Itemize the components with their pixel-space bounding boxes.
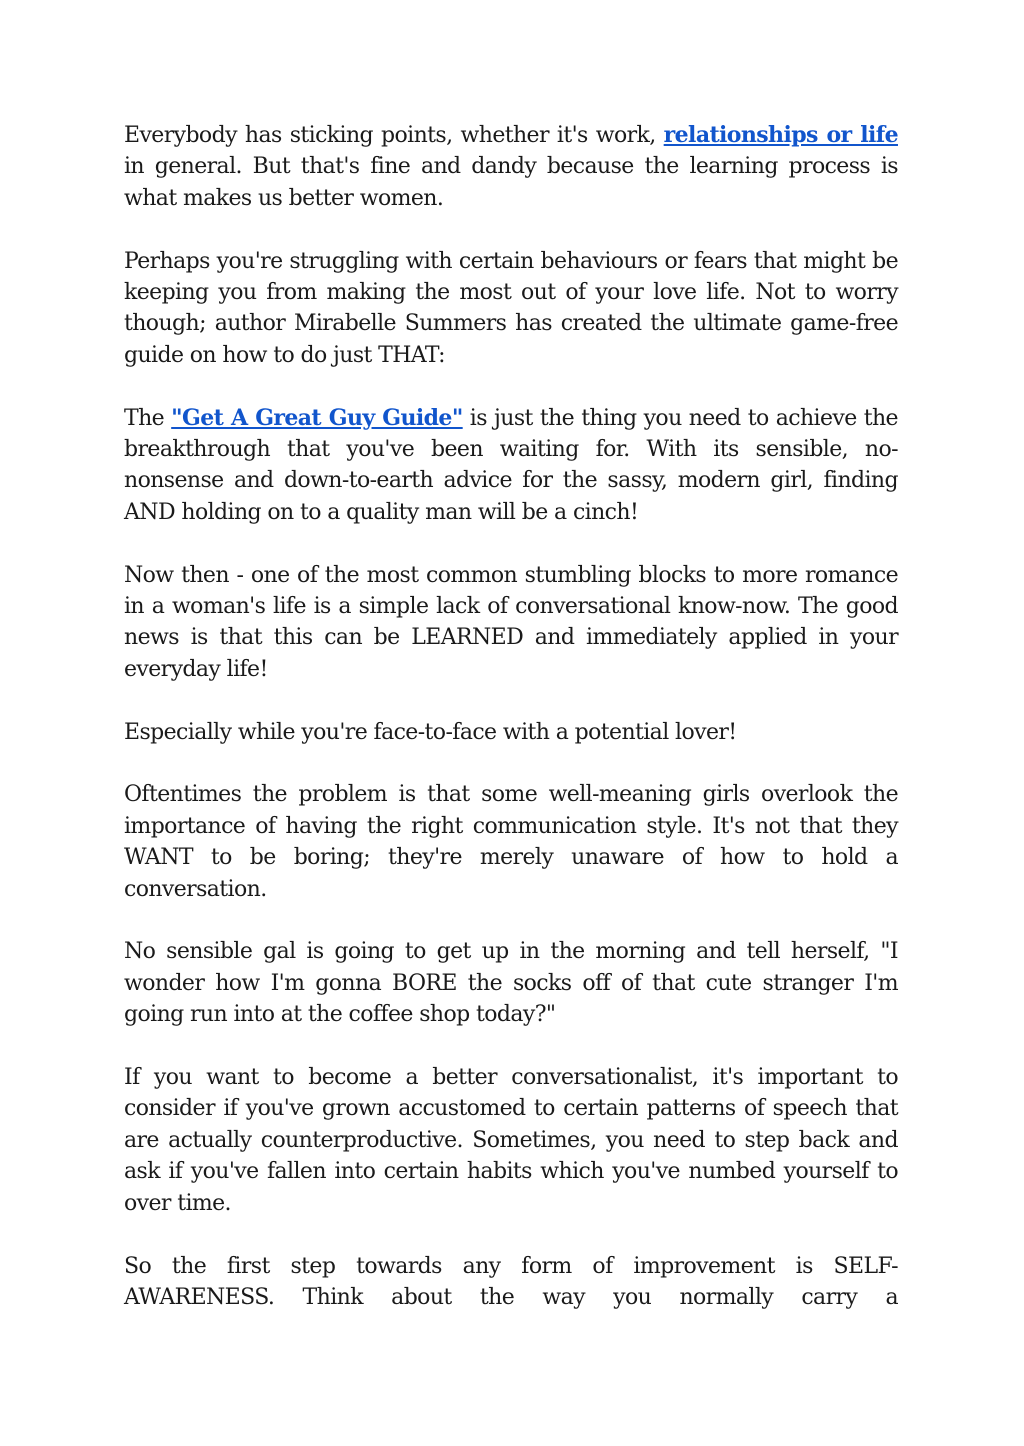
paragraph-guide — [124, 403, 898, 529]
paragraph-intro — [124, 120, 898, 214]
paragraph-communication-style: Oftentimes the problem is that some well-meaning girls overlook the importance of having the right communication style. It's not that they WANT to be boring; they're merely unaware of how to hold a conversation. — [124, 782, 898, 902]
paragraph-self-awareness: So the first step towards any form of improvement is SELF-AWARENESS. Think about the way you normally carry a — [124, 1253, 898, 1310]
paragraph-text: The — [124, 405, 172, 431]
paragraph-text: in general. But that's fine and dandy because the learning process is what makes us better women. — [124, 154, 898, 211]
paragraph-text: Everybody has sticking points, whether it's work, — [124, 123, 664, 148]
paragraph-face-to-face: Especially while you're face-to-face with a potential lover! — [124, 719, 737, 745]
paragraph-conversationalist: If you want to become a better conversationalist, it's important to consider if you've grown accustomed to certain patterns of speech that are actually counterproductive. Sometimes, you need to step back and ask if you've fallen into certain habits which you've numbed yourself to over time. — [124, 1065, 898, 1216]
paragraph-stumbling-blocks: Now then - one of the most common stumbling blocks to more romance in a woman's life is a simple lack of conversational know-now. The good news is that this can be LEARNED and immediately applied in your everyday life! — [124, 562, 898, 682]
relationships-link[interactable]: relationships or life — [663, 122, 898, 148]
paragraph-text: is just the thing you need to achieve the breakthrough that you've been waiting for. With its sensible, no-nonsense and down-to-earth advice for the sassy, modern girl, finding AND holding on to a quality man will be a cinch! — [124, 405, 898, 525]
document-body — [124, 120, 898, 1313]
paragraph-coffee-shop: No sensible gal is going to get up in the morning and tell herself, "I wonder how I'm gonna BORE the socks off of that cute stranger I'm going run into at the coffee shop today?" — [124, 939, 898, 1028]
paragraph-struggling: Perhaps you're struggling with certain behaviours or fears that might be keeping you from making the most out of your love life. Not to worry though; author Mirabelle Summers has created the ultimate game-free guide on how to do just THAT: — [124, 248, 898, 368]
great-guy-guide-link[interactable]: "Get A Great Guy Guide" — [171, 404, 463, 431]
